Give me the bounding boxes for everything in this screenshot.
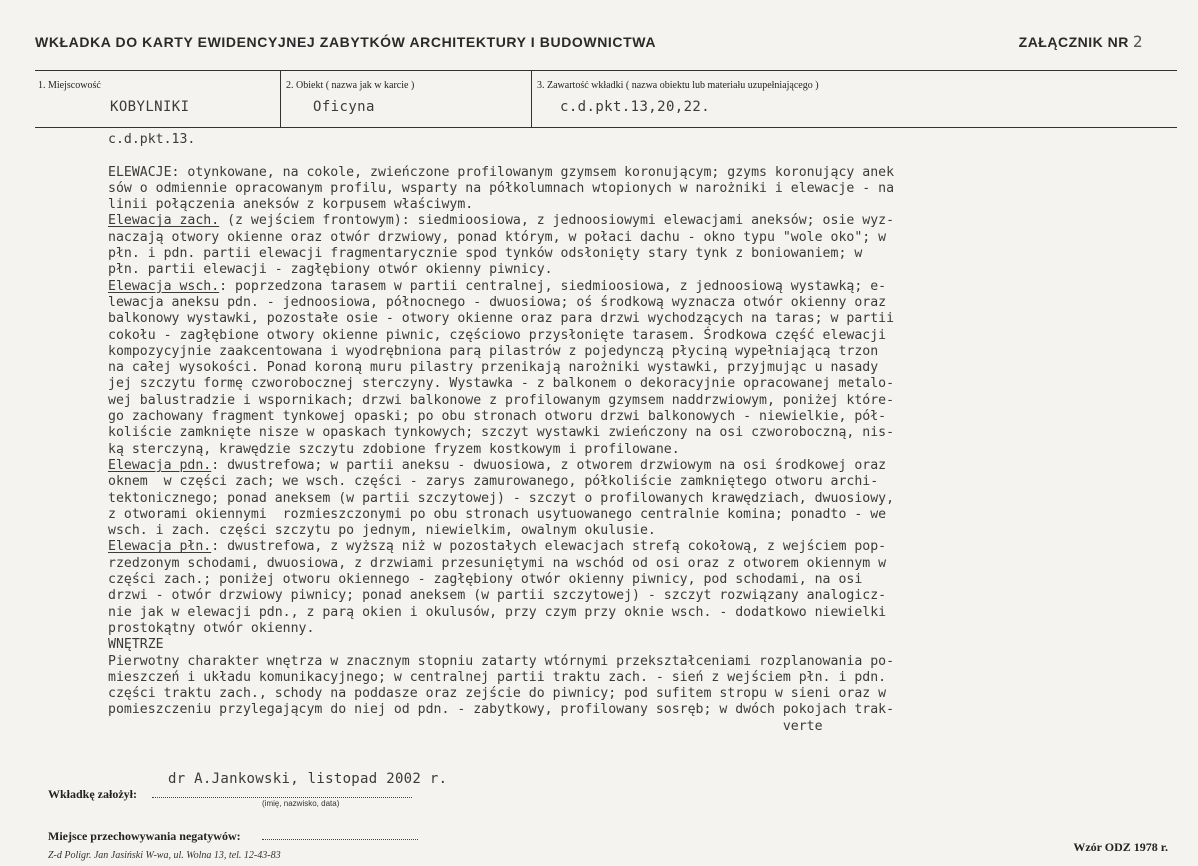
- body-line: [108, 409, 1138, 425]
- line-text: sów o odmiennie opracowanym profilu, wsparty na półkolumnach wtopionych w narożniki i elewacje - na: [108, 180, 895, 196]
- body-line: [108, 702, 1138, 718]
- body-line: [108, 165, 1138, 181]
- line-text: lewacja aneksu pdn. - jednoosiowa, północnego - dwuosiowa; oś środkową wyznacza otwór okienny oraz: [108, 294, 887, 310]
- line-text: koliście zamknięte nisze w opaskach tynkowych; szczyt wystawki zwieńczony na osi czworoboczną, nis-: [108, 425, 895, 441]
- line-text: : dwustrefowa; w partii aneksu - dwuosiowa, z otworem drzwiowym na osi środkowej oraz: [211, 457, 887, 473]
- line-text: wej balustradzie i wspornikach; drzwi balkonowe z profilowanym gzymsem naddrzwiowym, poniżej które-: [108, 392, 895, 408]
- body-line: [108, 637, 1138, 653]
- line-text: jej szczytu formę czworobocznej sterczyny. Wystawka - z balkonem o dekoracyjnie opracowanej metalo-: [108, 376, 895, 392]
- body-line: [108, 344, 1138, 360]
- line-text: c.d.pkt.13.: [108, 132, 196, 147]
- section-heading: Elewacja zach.: [108, 213, 220, 229]
- body-line: [108, 621, 1138, 637]
- line-text: balkonowy wystawki, pozostałe osie - otwory okienne oraz para drzwi wychodzących na taras; w partii: [108, 311, 895, 327]
- line-text: tektonicznego; ponad aneksem (w partii szczytowej) - szczyt o profilowanych krawędziach, dwuosiowy,: [108, 490, 895, 506]
- line-text: go zachowany fragment tynkowej opaski; po obu stronach otworu drzwi balkonowych - niewielkie, pół-: [108, 409, 887, 425]
- body-line: [108, 458, 1138, 474]
- body-line: [108, 311, 1138, 327]
- form-pattern: Wzór ODZ 1978 r.: [1073, 840, 1168, 854]
- body-text: [108, 132, 1138, 735]
- object-label: 2. Obiekt ( nazwa jak w karcie ): [286, 80, 415, 91]
- body-line: [108, 442, 1138, 458]
- line-text: wsch. i zach. części szczytu po jednym, niewielkim, owalnym okulusie.: [108, 523, 656, 539]
- line-text: mieszczeń i układu komunikacyjnego; w centralnej partii traktu zach. - sień z wejściem płn. i pdn.: [108, 669, 887, 685]
- line-text: drzwi - otwór drzwiowy piwnicy; ponad aneksem (w partii szczytowej) - szczyt rozwiązany analogicz-: [108, 588, 887, 604]
- negatives-label: Miejsce przechowywania negatywów:: [48, 829, 241, 843]
- printer-imprint: Z-d Poligr. Jan Jasiński W-wa, ul. Wolna 13, tel. 12-43-83: [48, 850, 281, 861]
- body-line: [108, 197, 1138, 213]
- line-text: kompozycyjnie zaakcentowana i wyodrębniona parą pilastrów z pojedynczą płyciną wypełniającą trzon: [108, 343, 879, 359]
- line-text: płn. partii elewacji - zagłębiony otwór okienny piwnicy.: [108, 262, 553, 278]
- line-text: WNĘTRZE: [108, 637, 164, 653]
- line-text: linii połączenia aneksów z korpusem właściwym.: [108, 197, 474, 213]
- body-line: [108, 719, 1138, 735]
- field-top-rule: [35, 70, 1177, 71]
- section-heading: Elewacja płn.: [108, 539, 212, 555]
- line-text: Pierwotny charakter wnętrza w znacznym stopniu zatarty wtórnymi przekształceniami rozplanowania po-: [108, 653, 895, 669]
- line-text: naczają otwory okienne oraz otwór drzwiowy, ponad którym, w połaci dachu - okno typu "wole oko"; w: [108, 229, 887, 245]
- body-line: [108, 539, 1138, 555]
- body-line: [108, 148, 1138, 164]
- line-text: ką sterczyną, krawędzie szczytu zdobione fryzem kostkowym i profilowane.: [108, 441, 680, 457]
- field-bottom-rule: [35, 127, 1177, 128]
- line-text: płn. i pdn. partii elewacji fragmentarycznie spod tynków odsłonięty stary tynk z boniowaniem; w: [108, 246, 863, 262]
- body-line: [108, 523, 1138, 539]
- field-divider-1: [280, 70, 281, 127]
- line-text: ELEWACJE: otynkowane, na cokole, zwieńczone profilowanym gzymsem koronującym; gzyms koronujący anek: [108, 164, 895, 180]
- section-heading: Elewacja pdn.: [108, 457, 212, 473]
- object-value: Oficyna: [313, 99, 375, 115]
- body-line: [108, 686, 1138, 702]
- body-line: [108, 572, 1138, 588]
- line-text: części traktu zach., schody na poddasze oraz zejście do piwnicy; pod sufitem stropu w sieni oraz w: [108, 686, 887, 702]
- line-text: rzedzonym schodami, dwuosiowa, z drzwiami przesuniętymi na wschód od osi oraz z otworem okiennym w: [108, 555, 887, 571]
- locality-label: 1. Miejscowość: [38, 80, 101, 91]
- body-line: [108, 654, 1138, 670]
- content-label: 3. Zawartość wkładki ( nazwa obiektu lub materiału uzupełniającego ): [537, 80, 819, 91]
- body-line: [108, 425, 1138, 441]
- body-line: [108, 376, 1138, 392]
- body-line: [108, 262, 1138, 278]
- body-line: [108, 491, 1138, 507]
- body-line: [108, 213, 1138, 229]
- body-line: [108, 670, 1138, 686]
- negatives-dotted-line: [262, 839, 418, 840]
- line-text: prostokątny otwór okienny.: [108, 620, 315, 636]
- field-divider-2: [531, 70, 532, 127]
- line-text: verte: [108, 718, 823, 734]
- annex-label: [1019, 32, 1143, 51]
- form-title: WKŁADKA DO KARTY EWIDENCYJNEJ ZABYTKÓW ARCHITEKTURY I BUDOWNICTWA: [35, 34, 657, 50]
- body-line: [108, 393, 1138, 409]
- body-line: [108, 474, 1138, 490]
- body-line: [108, 588, 1138, 604]
- line-text: : poprzedzona tarasem w partii centralnej, siedmioosiowa, z jednoosiową wystawką; e-: [219, 278, 887, 294]
- body-line: [108, 295, 1138, 311]
- line-text: pomieszczeniu przylegającym do niej od pdn. - zabytkowy, profilowany sosręb; w dwóch pokojach trak-: [108, 702, 895, 718]
- locality-value: KOBYLNIKI: [110, 99, 190, 115]
- line-text: cokołu - zagłębione otwory okienne piwnic, częściowo przysłonięte tarasem. Środkowa część elewacji: [108, 327, 887, 343]
- line-text: oknem w części zach; we wsch. części - zarys zamurowanego, półkoliście zamkniętego otworu archi-: [108, 474, 879, 490]
- annex-label-text: ZAŁĄCZNIK NR: [1018, 34, 1129, 50]
- body-line: [108, 328, 1138, 344]
- line-text: (z wejściem frontowym): siedmioosiowa, z jednoosiowymi elewacjami aneksów; osie wyz-: [219, 213, 895, 229]
- signer-value: dr A.Jankowski, listopad 2002 r.: [168, 771, 448, 787]
- body-line: [108, 556, 1138, 572]
- body-line: [108, 279, 1138, 295]
- section-heading: Elewacja wsch.: [108, 278, 220, 294]
- line-text: na całej wysokości. Ponad koroną muru pilastry przenikają narożniki wystawki, przyjmując u nasady: [108, 360, 879, 376]
- signer-label: Wkładkę założył:: [48, 787, 137, 801]
- content-value: c.d.pkt.13,20,22.: [560, 99, 711, 115]
- body-line: [108, 230, 1138, 246]
- body-line: [108, 246, 1138, 262]
- line-text: : dwustrefowa, z wyższą niż w pozostałych elewacjach strefą cokołową, z wejściem pop-: [211, 539, 887, 555]
- line-text: nie jak w elewacji pdn., z parą okien i okulusów, przy czym przy oknie wsch. - dodatkowo niewielki: [108, 604, 887, 620]
- body-line: [108, 181, 1138, 197]
- signer-hint: (imię, nazwisko, data): [262, 799, 340, 808]
- body-line: [108, 360, 1138, 376]
- line-text: części zach.; poniżej otworu okiennego - zagłębiony otwór okienny piwnicy, pod schodami, na osi: [108, 572, 863, 588]
- line-text: z otworami okiennymi rozmieszczonymi po obu stronach usytuowanego centralnie komina; ponadto - we: [108, 506, 887, 522]
- signer-dotted-line: [152, 797, 412, 798]
- annex-number: 2: [1132, 32, 1143, 51]
- body-line: [108, 605, 1138, 621]
- body-line: [108, 132, 1138, 148]
- body-line: [108, 507, 1138, 523]
